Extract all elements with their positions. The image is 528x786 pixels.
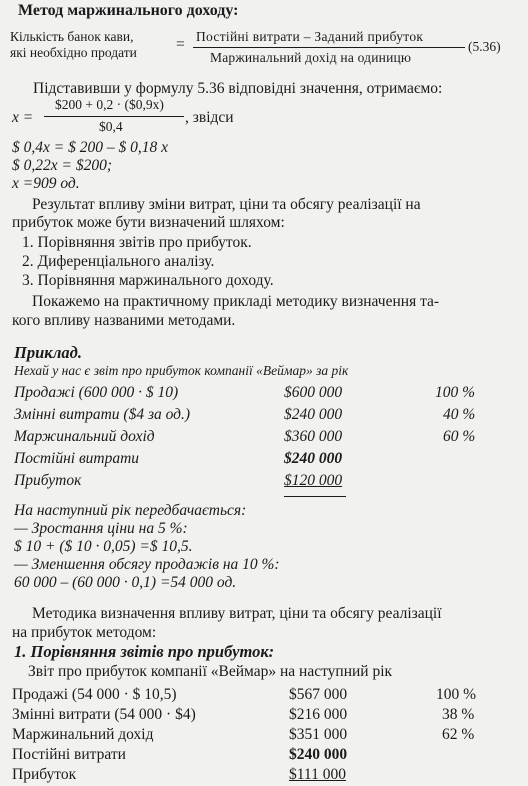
- comparison-row-label: Продажі (54 000 · $ 10,5): [12, 686, 177, 703]
- formula-fraction-bar: [193, 47, 465, 48]
- intro-text: Підставивши у формулу 5.36 відповідні значення, отримаємо:: [33, 80, 443, 97]
- example-row-label: Прибуток: [14, 472, 82, 489]
- formula-denominator: Маржинальний дохід на одиницю: [210, 50, 412, 65]
- example-row-amount: $120 000: [284, 472, 343, 489]
- calc-numerator: $200 + 0,2 · ($0,9x): [55, 97, 164, 112]
- calc-tail: , звідси: [185, 109, 234, 126]
- calc-line1: $ 0,4x = $ 200 – $ 0,18 x: [12, 139, 168, 156]
- example-row-amount: $240 000: [284, 450, 343, 467]
- method-item-2: 2. Диференціального аналізу.: [22, 253, 215, 270]
- comparison-row-pct: 62 %: [442, 726, 475, 743]
- show-para-line2: кого впливу названими методами.: [12, 312, 236, 329]
- method-item-3: 3. Порівняння маржинального доходу.: [22, 272, 274, 289]
- total-double-underline: [284, 496, 346, 497]
- formula-numerator: Постійні витрати – Заданий прибуток: [196, 29, 424, 44]
- comparison-row-label: Прибуток: [12, 766, 77, 783]
- comparison-row-pct: 38 %: [442, 706, 475, 723]
- method-para-line2: на прибуток методом:: [12, 624, 157, 641]
- forecast-line: — Зростання ціни на 5 %:: [14, 520, 188, 537]
- calc-denominator: $0,4: [99, 119, 123, 134]
- formula-left-line2: які необхідно продати: [10, 45, 137, 60]
- example-intro: Нехай у нас є звіт про прибуток компанії «Веймар» за рік: [14, 363, 349, 378]
- forecast-line: $ 10 + ($ 10 · 0,05) =$ 10,5.: [14, 538, 193, 555]
- result-para-line2: прибуток може бути визначений шляхом:: [12, 214, 285, 231]
- forecast-line: — Зменшення обсягу продажів на 10 %:: [14, 556, 280, 573]
- section-title: Метод маржинального доходу:: [18, 2, 239, 19]
- result-para-line1: Результат впливу зміни витрат, ціни та обсягу реалізації на: [32, 196, 421, 213]
- example-row-label: Маржинальний дохід: [14, 428, 155, 445]
- calc-line3: x =909 од.: [12, 175, 80, 192]
- calc-x-eq: x =: [12, 109, 34, 126]
- comparison-row-label: Змінні витрати (54 000 · $4): [12, 706, 196, 723]
- example-heading: Приклад.: [14, 343, 82, 362]
- formula-number: (5.36): [468, 39, 501, 54]
- example-row-amount: $240 000: [284, 406, 343, 423]
- example-row-label: Продажі (600 000 · $ 10): [14, 384, 179, 401]
- formula-equals: =: [176, 36, 185, 53]
- comparison-row-amount: $216 000: [289, 706, 348, 723]
- example-row-label: Постійні витрати: [14, 450, 140, 467]
- comparison-row-amount: $111 000: [289, 766, 346, 783]
- calc-line2: $ 0,22x = $200;: [12, 157, 113, 174]
- formula-left-line1: Кількість банок кави,: [10, 29, 134, 44]
- example-row-amount: $600 000: [284, 384, 343, 401]
- show-para-line1: Покажемо на практичному прикладі методику визначення та-: [32, 293, 440, 310]
- comparison-row-label: Постійні витрати: [12, 746, 126, 763]
- comparison-row-label: Маржинальний дохід: [12, 726, 154, 743]
- method-item-1: 1. Порівняння звітів про прибуток.: [22, 234, 252, 251]
- comparison-heading: 1. Порівняння звітів про прибуток:: [14, 642, 275, 661]
- calc-fraction-bar: [44, 116, 184, 117]
- comparison-row-pct: 100 %: [436, 686, 477, 703]
- example-row-pct: 40 %: [443, 406, 476, 423]
- example-row-pct: 60 %: [443, 428, 476, 445]
- forecast-title: На наступний рік передбачається:: [14, 502, 247, 519]
- method-para-line1: Методика визначення впливу витрат, ціни та обсягу реалізації: [32, 605, 442, 622]
- example-row-pct: 100 %: [435, 384, 476, 401]
- example-row-amount: $360 000: [284, 428, 343, 445]
- comparison-subheading: Звіт про прибуток компанії «Веймар» на наступний рік: [28, 663, 393, 680]
- comparison-row-amount: $240 000: [289, 746, 348, 763]
- forecast-line: 60 000 – (60 000 · 0,1) =54 000 од.: [14, 574, 237, 591]
- comparison-row-amount: $351 000: [289, 726, 348, 743]
- comparison-row-amount: $567 000: [289, 686, 348, 703]
- example-row-label: Змінні витрати ($4 за од.): [14, 406, 191, 423]
